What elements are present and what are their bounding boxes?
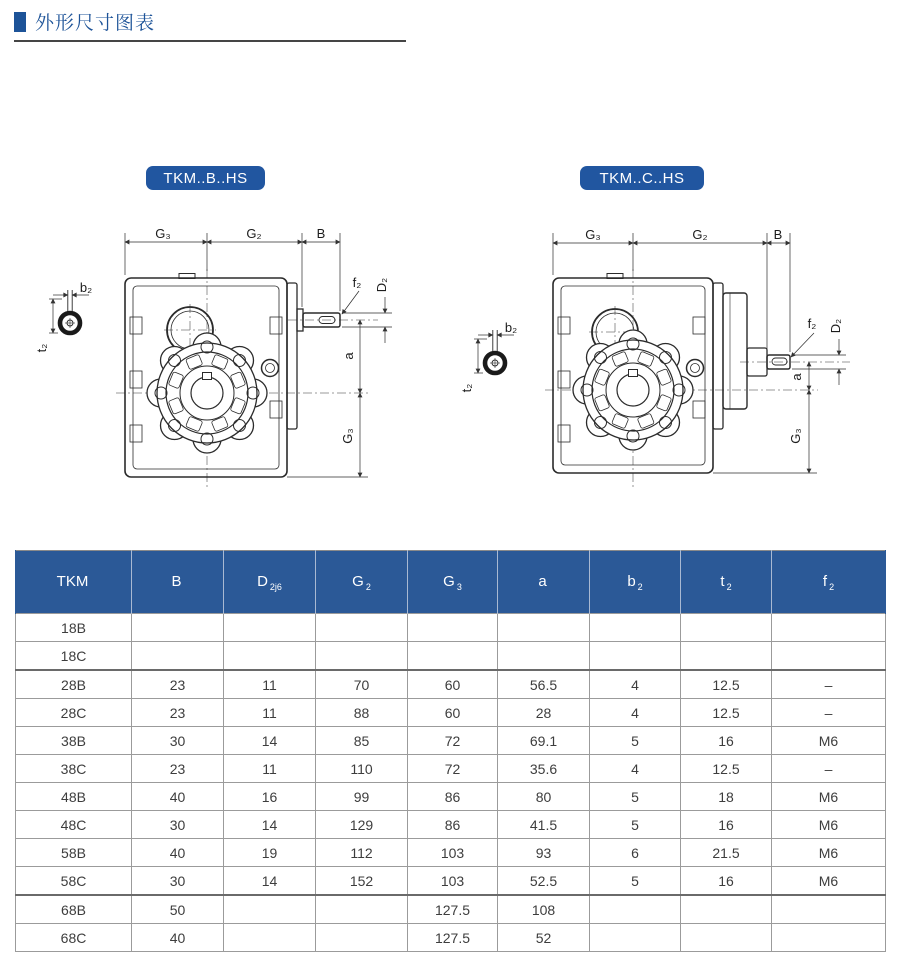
side-dimensions: [713, 333, 846, 473]
value-cell: [316, 614, 408, 642]
value-cell: 16: [224, 783, 316, 811]
col-header-f2: f $_2$: [772, 551, 886, 614]
value-cell: 103: [408, 867, 498, 896]
value-cell: 69.1: [498, 727, 590, 755]
value-cell: 5: [590, 867, 681, 896]
dim-label-t2: t₂: [459, 383, 474, 393]
value-cell: [590, 924, 681, 952]
value-cell: –: [772, 670, 886, 699]
dim-label-b2: b₂: [504, 320, 518, 335]
value-cell: 16: [681, 811, 772, 839]
table-row: [16, 924, 886, 952]
value-cell: M6: [772, 811, 886, 839]
value-cell: 127.5: [408, 895, 498, 924]
dim-label-d2: D₂: [374, 277, 389, 293]
model-cell: 18C: [16, 642, 132, 671]
dim-label-a: a: [789, 373, 804, 381]
badge-tkm-c-hs: TKM..C..HS: [580, 166, 704, 190]
section-title: [14, 8, 155, 35]
model-cell: 68B: [16, 895, 132, 924]
dim-label-b: B: [316, 226, 326, 241]
value-cell: [498, 642, 590, 671]
title-bullet-icon: [14, 12, 26, 32]
value-cell: –: [772, 699, 886, 727]
model-cell: 28B: [16, 670, 132, 699]
value-cell: 52.5: [498, 867, 590, 896]
table-row: [16, 699, 886, 727]
col-header-t2: t $_2$: [681, 551, 772, 614]
table-row: [16, 642, 886, 671]
dim-label-a: a: [341, 352, 356, 360]
output-flange: [147, 333, 267, 453]
value-cell: [681, 642, 772, 671]
table-row: [16, 867, 886, 896]
value-cell: 40: [132, 783, 224, 811]
shaft-section-detail: [49, 290, 89, 333]
value-cell: 19: [224, 839, 316, 867]
value-cell: [772, 614, 886, 642]
value-cell: M6: [772, 783, 886, 811]
value-cell: 5: [590, 783, 681, 811]
value-cell: 40: [132, 924, 224, 952]
value-cell: 30: [132, 867, 224, 896]
value-cell: 72: [408, 755, 498, 783]
value-cell: [590, 642, 681, 671]
value-cell: 41.5: [498, 811, 590, 839]
value-cell: [681, 895, 772, 924]
value-cell: [316, 642, 408, 671]
value-cell: 56.5: [498, 670, 590, 699]
dim-label-t2: t₂: [34, 343, 49, 353]
table-body: [16, 614, 886, 952]
model-cell: 18B: [16, 614, 132, 642]
value-cell: 12.5: [681, 670, 772, 699]
value-cell: 4: [590, 755, 681, 783]
shaft-section-detail: [474, 330, 514, 373]
value-cell: 16: [681, 867, 772, 896]
value-cell: 60: [408, 699, 498, 727]
value-cell: 35.6: [498, 755, 590, 783]
col-header-tkm: TKM: [16, 551, 132, 614]
value-cell: 127.5: [408, 924, 498, 952]
model-cell: 38C: [16, 755, 132, 783]
dim-label-g3: G₃: [585, 227, 601, 242]
value-cell: 72: [408, 727, 498, 755]
dimension-table: [15, 550, 886, 952]
value-cell: 12.5: [681, 755, 772, 783]
diagram-tkm-c-hs: [450, 225, 900, 515]
model-cell: 58C: [16, 867, 132, 896]
value-cell: 16: [681, 727, 772, 755]
value-cell: 14: [224, 867, 316, 896]
value-cell: 14: [224, 727, 316, 755]
table-row: [16, 755, 886, 783]
value-cell: [681, 924, 772, 952]
value-cell: [590, 614, 681, 642]
col-header-a: a: [498, 551, 590, 614]
value-cell: 110: [316, 755, 408, 783]
diagram-tkm-b-hs: [30, 225, 440, 515]
col-header-g2: G $_2$: [316, 551, 408, 614]
value-cell: M6: [772, 867, 886, 896]
value-cell: 108: [498, 895, 590, 924]
value-cell: 93: [498, 839, 590, 867]
value-cell: 28: [498, 699, 590, 727]
dim-label-g3-vert: G₃: [788, 428, 803, 444]
dim-label-f2: f₂: [807, 316, 817, 331]
table-row: [16, 670, 886, 699]
value-cell: 85: [316, 727, 408, 755]
value-cell: 80: [498, 783, 590, 811]
value-cell: [772, 642, 886, 671]
value-cell: 30: [132, 811, 224, 839]
value-cell: [408, 642, 498, 671]
value-cell: [224, 614, 316, 642]
table-row: [16, 895, 886, 924]
model-cell: 58B: [16, 839, 132, 867]
value-cell: 70: [316, 670, 408, 699]
value-cell: M6: [772, 727, 886, 755]
value-cell: –: [772, 755, 886, 783]
top-dimensions: [553, 233, 790, 352]
top-dimensions: [125, 233, 340, 311]
value-cell: [590, 895, 681, 924]
model-cell: 38B: [16, 727, 132, 755]
dim-label-g3: G₃: [155, 226, 171, 241]
col-header-g3: G $_3$: [408, 551, 498, 614]
value-cell: [132, 614, 224, 642]
value-cell: 4: [590, 699, 681, 727]
table-row: [16, 614, 886, 642]
model-cell: 68C: [16, 924, 132, 952]
value-cell: 88: [316, 699, 408, 727]
table-row: [16, 783, 886, 811]
value-cell: [132, 642, 224, 671]
value-cell: 152: [316, 867, 408, 896]
value-cell: 11: [224, 755, 316, 783]
value-cell: [224, 642, 316, 671]
output-flange: [573, 330, 693, 450]
value-cell: 21.5: [681, 839, 772, 867]
value-cell: 60: [408, 670, 498, 699]
value-cell: 18: [681, 783, 772, 811]
col-header-b: B: [132, 551, 224, 614]
dim-label-d2: D₂: [828, 318, 843, 334]
dim-label-f2: f₂: [352, 275, 362, 290]
badge-tkm-b-hs: TKM..B..HS: [146, 166, 265, 190]
value-cell: 86: [408, 783, 498, 811]
value-cell: 14: [224, 811, 316, 839]
value-cell: 5: [590, 727, 681, 755]
dim-label-b2: b₂: [79, 280, 93, 295]
value-cell: 12.5: [681, 699, 772, 727]
dim-label-g2: G₂: [246, 226, 262, 241]
value-cell: 99: [316, 783, 408, 811]
table-row: [16, 727, 886, 755]
value-cell: [224, 895, 316, 924]
value-cell: [316, 895, 408, 924]
model-cell: 28C: [16, 699, 132, 727]
value-cell: 23: [132, 670, 224, 699]
value-cell: 112: [316, 839, 408, 867]
value-cell: [408, 614, 498, 642]
table-row: [16, 811, 886, 839]
value-cell: 129: [316, 811, 408, 839]
value-cell: 23: [132, 699, 224, 727]
value-cell: [681, 614, 772, 642]
value-cell: 86: [408, 811, 498, 839]
table-row: [16, 839, 886, 867]
col-header-b2: b $_2$: [590, 551, 681, 614]
value-cell: 11: [224, 699, 316, 727]
value-cell: [498, 614, 590, 642]
dim-label-g3-vert: G₃: [340, 428, 355, 444]
col-header-d2j6: D $_{2j6}$: [224, 551, 316, 614]
value-cell: 6: [590, 839, 681, 867]
value-cell: 5: [590, 811, 681, 839]
value-cell: 11: [224, 670, 316, 699]
value-cell: [772, 895, 886, 924]
value-cell: M6: [772, 839, 886, 867]
title-underline: [14, 40, 406, 42]
value-cell: [316, 924, 408, 952]
model-cell: 48B: [16, 783, 132, 811]
value-cell: 30: [132, 727, 224, 755]
value-cell: 4: [590, 670, 681, 699]
model-cell: 48C: [16, 811, 132, 839]
dim-label-g2: G₂: [692, 227, 708, 242]
value-cell: 40: [132, 839, 224, 867]
value-cell: 23: [132, 755, 224, 783]
value-cell: 50: [132, 895, 224, 924]
value-cell: 52: [498, 924, 590, 952]
adapter-and-shaft: [713, 283, 790, 429]
dim-label-b: B: [773, 227, 783, 242]
value-cell: 103: [408, 839, 498, 867]
value-cell: [772, 924, 886, 952]
page-title: 外形尺寸图表: [35, 13, 156, 34]
value-cell: [224, 924, 316, 952]
table-header-row: [16, 551, 886, 614]
